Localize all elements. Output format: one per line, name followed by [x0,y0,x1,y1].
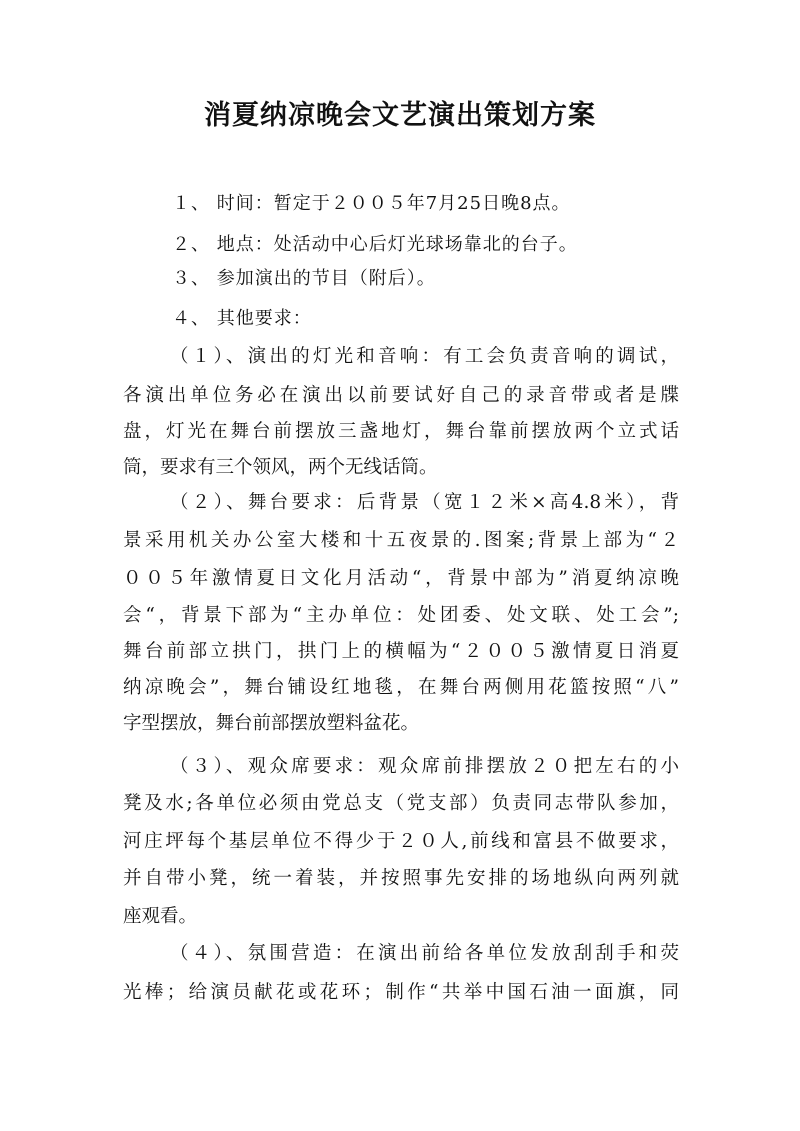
item-other-requirements: ４、 其他要求： [172,308,312,329]
paragraph-audience-line: 凳及水;各单位必须由党总支（党支部）负责同志带队参加， [123,793,679,814]
paragraph-stage-line: ００５年激情夏日文化月活动“，背景中部为”消夏纳凉晚 [123,568,679,589]
paragraph-lighting-line: 各演出单位务必在演出以前要试好自己的录音带或者是牒 [123,385,679,406]
paragraph-audience-line: 河庄坪每个基层单位不得少于２０人,前线和富县不做要求， [123,831,679,852]
item-time: １、 时间：暂定于２００５年7月25日晚8点。 [172,193,571,214]
paragraph-stage-line: 纳凉晚会”，舞台铺设红地毯，在舞台两侧用花篮按照“八” [123,677,679,698]
document-title: 消夏纳凉晚会文艺演出策划方案 [204,100,596,131]
paragraph-stage-line: 字型摆放，舞台前部摆放塑料盆花。 [123,713,420,734]
paragraph-lighting-line: 盘，灯光在舞台前摆放三盏地灯，舞台靠前摆放两个立式话 [123,421,679,442]
paragraph-atmosphere-line: （４）、氛围营造：在演出前给各单位发放刮刮手和荧 [170,943,679,964]
paragraph-stage-line: 舞台前部立拱门，拱门上的横幅为“２００５激情夏日消夏 [123,641,679,662]
paragraph-audience-line: 座观看。 [123,906,198,927]
paragraph-lighting-line: 筒，要求有三个领风，两个无线话筒。 [123,457,438,478]
paragraph-atmosphere-line: 光棒；给演员献花或花环；制作“共举中国石油一面旗，同 [123,982,679,1003]
item-location: ２、 地点：处活动中心后灯光球场靠北的台子。 [172,234,578,255]
paragraph-audience-line: （３）、观众席要求：观众席前排摆放２０把左右的小 [170,756,679,777]
item-programs: ３、 参加演出的节目（附后）。 [172,268,436,289]
paragraph-stage-line: （２）、舞台要求：后背景（宽１２米×高4.8米），背 [170,492,679,513]
paragraph-audience-line: 并自带小凳，统一着装，并按照事先安排的场地纵向两列就 [123,868,679,889]
paragraph-stage-line: 会“，背景下部为“主办单位：处团委、处文联、处工会”; [123,605,679,626]
paragraph-lighting-line: （１）、演出的灯光和音响：有工会负责音响的调试， [170,346,679,367]
paragraph-stage-line: 景采用机关办公室大楼和十五夜景的.图案;背景上部为“２ [123,530,679,551]
